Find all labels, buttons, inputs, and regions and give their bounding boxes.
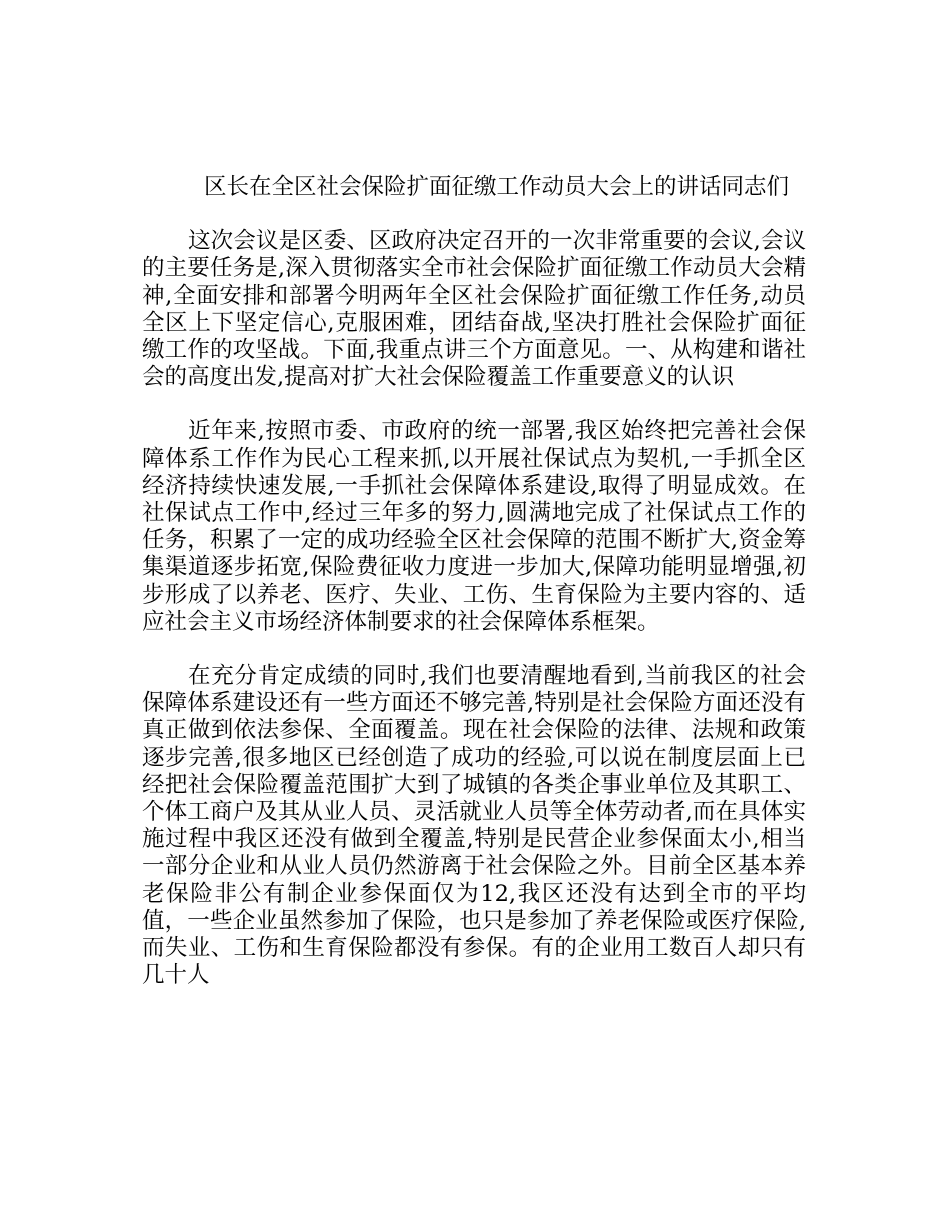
paragraph-2: 近年来,按照市委、市政府的统一部署,我区始终把完善社会保障体系工作作为民心工程来抓,以开展社保试点为契机,一手抓全区经济持续快速发展,一手抓社会保障体系建设,取得了明显成效。在社保试点工作中,经过三年多的努力,圆满地完成了社保试点工作的任务，积累了一定的成功经验全区社会保障的范围不断扩大,资金筹集渠道逐步拓宽,保险费征收力度进一步加大,保障功能明显增强,初步形成了以养老、医疗、失业、工伤、生育保险为主要内容的、适应社会主义市场经济体制要求的社会保障体系框架。 <box>142 418 806 635</box>
document-body <box>142 174 806 989</box>
document-title: 区长在全区社会保险扩面征缴工作动员大会上的讲话同志们 <box>204 174 790 200</box>
paragraph-1: 这次会议是区委、区政府决定召开的一次非常重要的会议,会议的主要任务是,深入贯彻落实全市社会保险扩面征缴工作动员大会精神,全面安排和部署今明两年全区社会保险扩面征缴工作任务,动员全区上下坚定信心,克服困难，团结奋战,坚决打胜社会保险扩面征缴工作的攻坚战。下面,我重点讲三个方面意见。一、从构建和谐社会的高度出发,提高对扩大社会保险覆盖工作重要意义的认识 <box>142 228 806 391</box>
paragraph-3: 在充分肯定成绩的同时,我们也要清醒地看到,当前我区的社会保障体系建设还有一些方面还不够完善,特别是社会保险方面还没有真正做到依法参保、全面覆盖。现在社会保险的法律、法规和政策逐步完善,很多地区已经创造了成功的经验,可以说在制度层面上已经把社会保险覆盖范围扩大到了城镇的各类企事业单位及其职工、个体工商户及其从业人员、灵活就业人员等全体劳动者,而在具体实施过程中我区还没有做到全覆盖,特别是民营企业参保面太小,相当一部分企业和从业人员仍然游离于社会保险之外。目前全区基本养老保险非公有制企业参保面仅为12,我区还没有达到全市的平均值，一些企业虽然参加了保险，也只是参加了养老保险或医疗保险,而失业、工伤和生育保险都没有参保。有的企业用工数百人却只有几十人 <box>142 663 806 989</box>
